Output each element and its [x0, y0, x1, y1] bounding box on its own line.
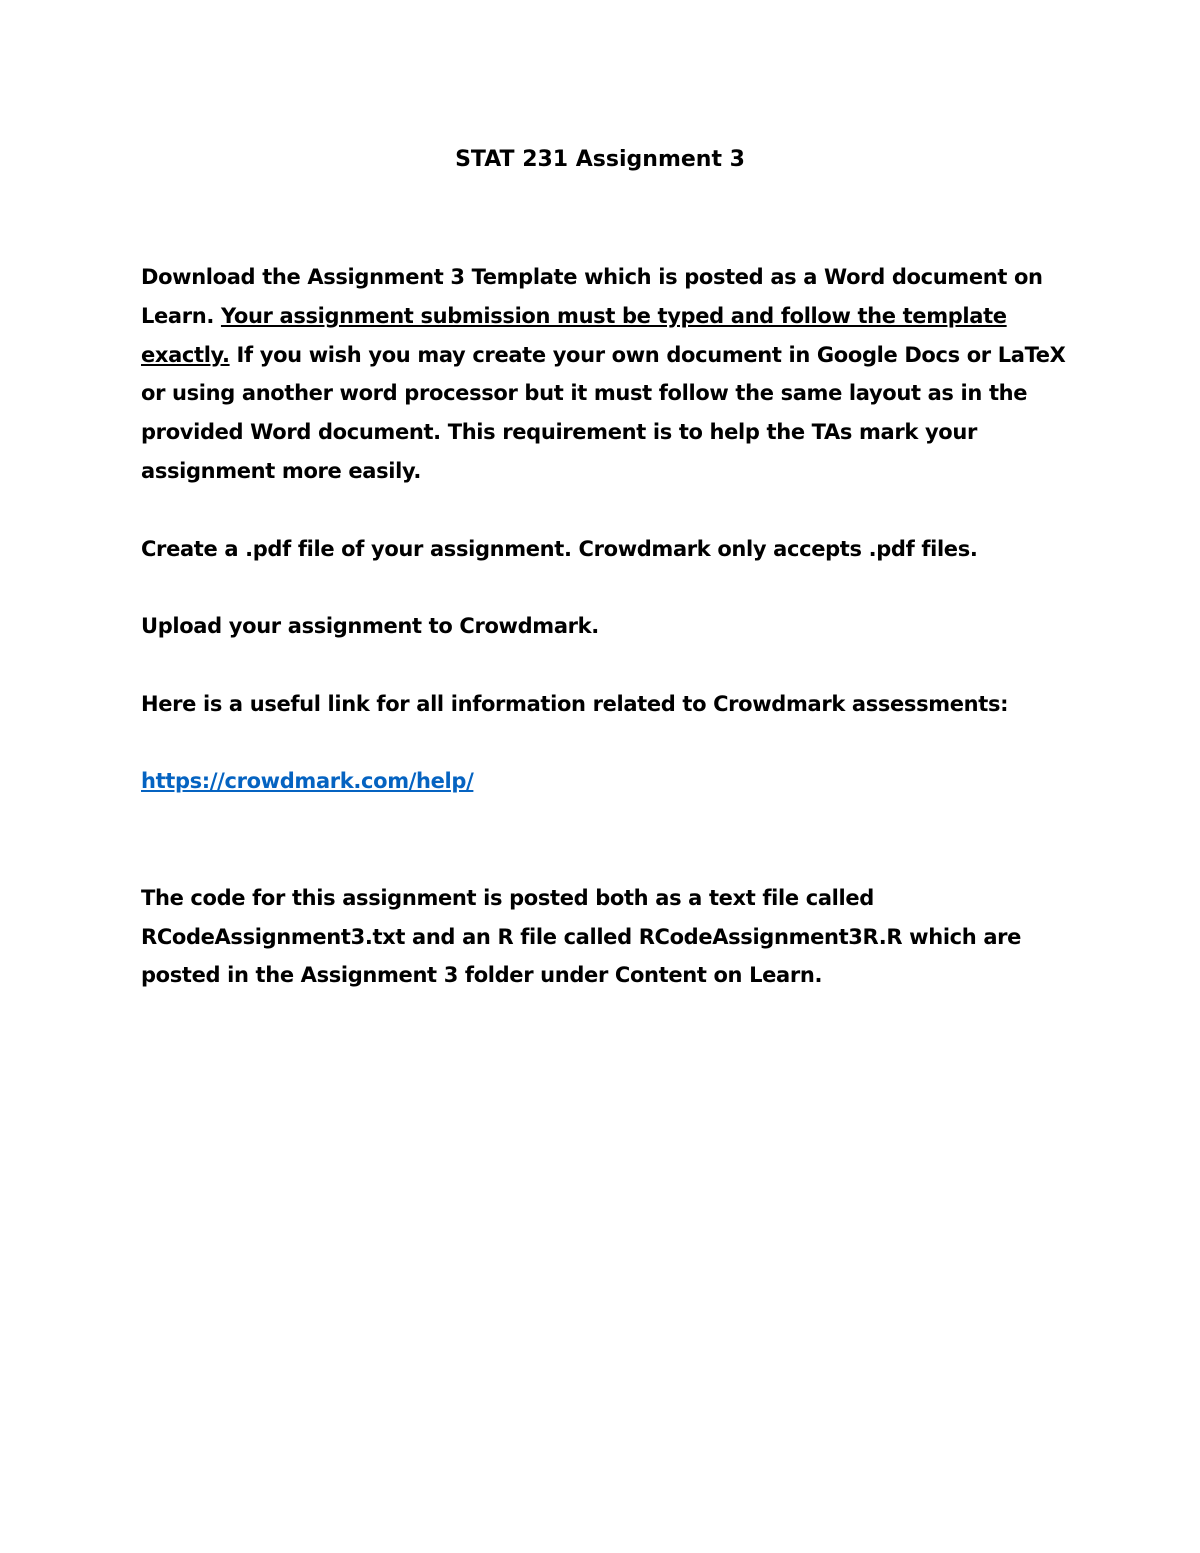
template-instructions-intro: Download the Assignment 3 Template which is posted as a Word document on Learn. [141, 265, 1043, 328]
help-link-paragraph [141, 762, 1076, 801]
template-instructions-rest: If you wish you may create your own document in Google Docs or LaTeX or using another word processor but it must follow the same layout as in the provided Word document. This requirement is to help the TAs mark your assignment more easily. [141, 342, 1066, 483]
upload-instructions-paragraph: Upload your assignment to Crowdmark. [141, 614, 599, 639]
crowdmark-help-link[interactable]: https://crowdmark.com/help/ [141, 769, 474, 794]
template-requirement-emphasis: Your assignment submission must be typed and follow the template exactly. [141, 303, 1007, 367]
document-body [141, 258, 1076, 1034]
pdf-instructions-paragraph: Create a .pdf file of your assignment. Crowdmark only accepts .pdf files. [141, 536, 978, 561]
template-instructions-paragraph [141, 258, 1076, 491]
useful-link-intro-paragraph: Here is a useful link for all information related to Crowdmark assessments: [141, 691, 1009, 716]
document-title: STAT 231 Assignment 3 [455, 147, 745, 172]
code-files-paragraph: The code for this assignment is posted both as a text file called RCodeAssignment3.txt and an R file called RCodeAssignment3R.R which are posted in the Assignment 3 folder under Content on Learn. [141, 885, 1022, 988]
